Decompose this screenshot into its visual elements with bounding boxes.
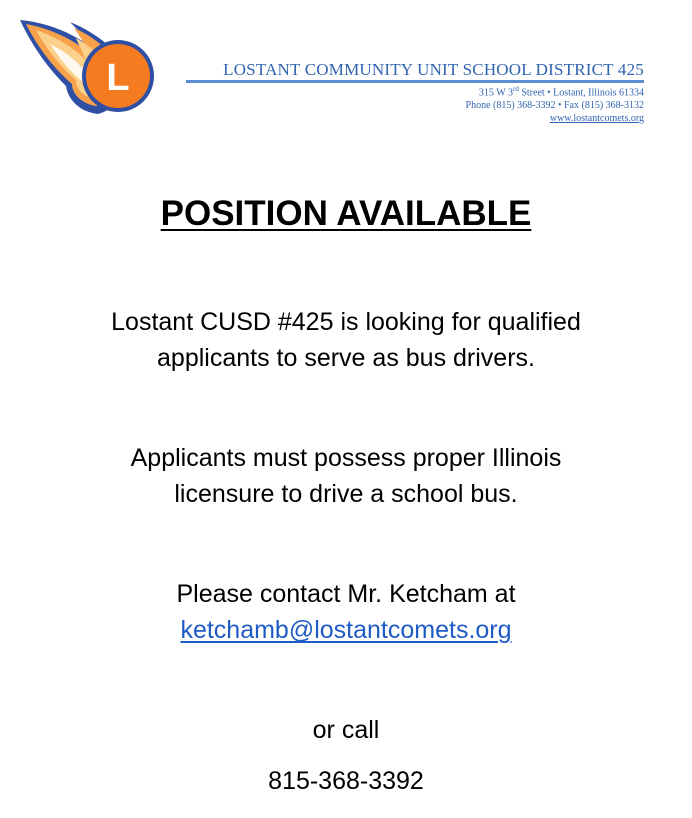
paragraph-line: applicants to serve as bus drivers. (157, 344, 535, 372)
district-logo-icon (14, 14, 160, 122)
street-address (186, 83, 644, 99)
paragraph-contact (0, 576, 692, 648)
letterhead (186, 60, 644, 126)
district-name: LOSTANT COMMUNITY UNIT SCHOOL DISTRICT 425 (223, 60, 644, 79)
website-link[interactable]: www.lostantcomets.org (549, 113, 644, 125)
email-link[interactable]: ketchamb@lostantcomets.org (180, 616, 512, 644)
logo-letter: L (106, 57, 130, 99)
paragraph-line: licensure to drive a school bus. (174, 480, 518, 508)
paragraph-line: Applicants must possess proper Illinois (130, 444, 562, 472)
paragraph-bus-drivers (0, 304, 692, 376)
street-suffix: Street • Lostant, Illinois 61334 (518, 87, 644, 99)
page-title: POSITION AVAILABLE (160, 194, 532, 233)
paragraph-licensure (0, 440, 692, 512)
paragraph-line: Lostant CUSD #425 is looking for qualified (111, 308, 581, 336)
contact-line: Please contact Mr. Ketcham at (176, 580, 516, 608)
street-prefix: 315 W 3 (478, 87, 513, 99)
phone-number: 815-368-3392 (268, 767, 424, 795)
street-sup: rd (513, 85, 519, 93)
or-call-text: or call (312, 716, 380, 744)
phone-fax: Phone (815) 368-3392 • Fax (815) 368-3132 (465, 100, 644, 112)
